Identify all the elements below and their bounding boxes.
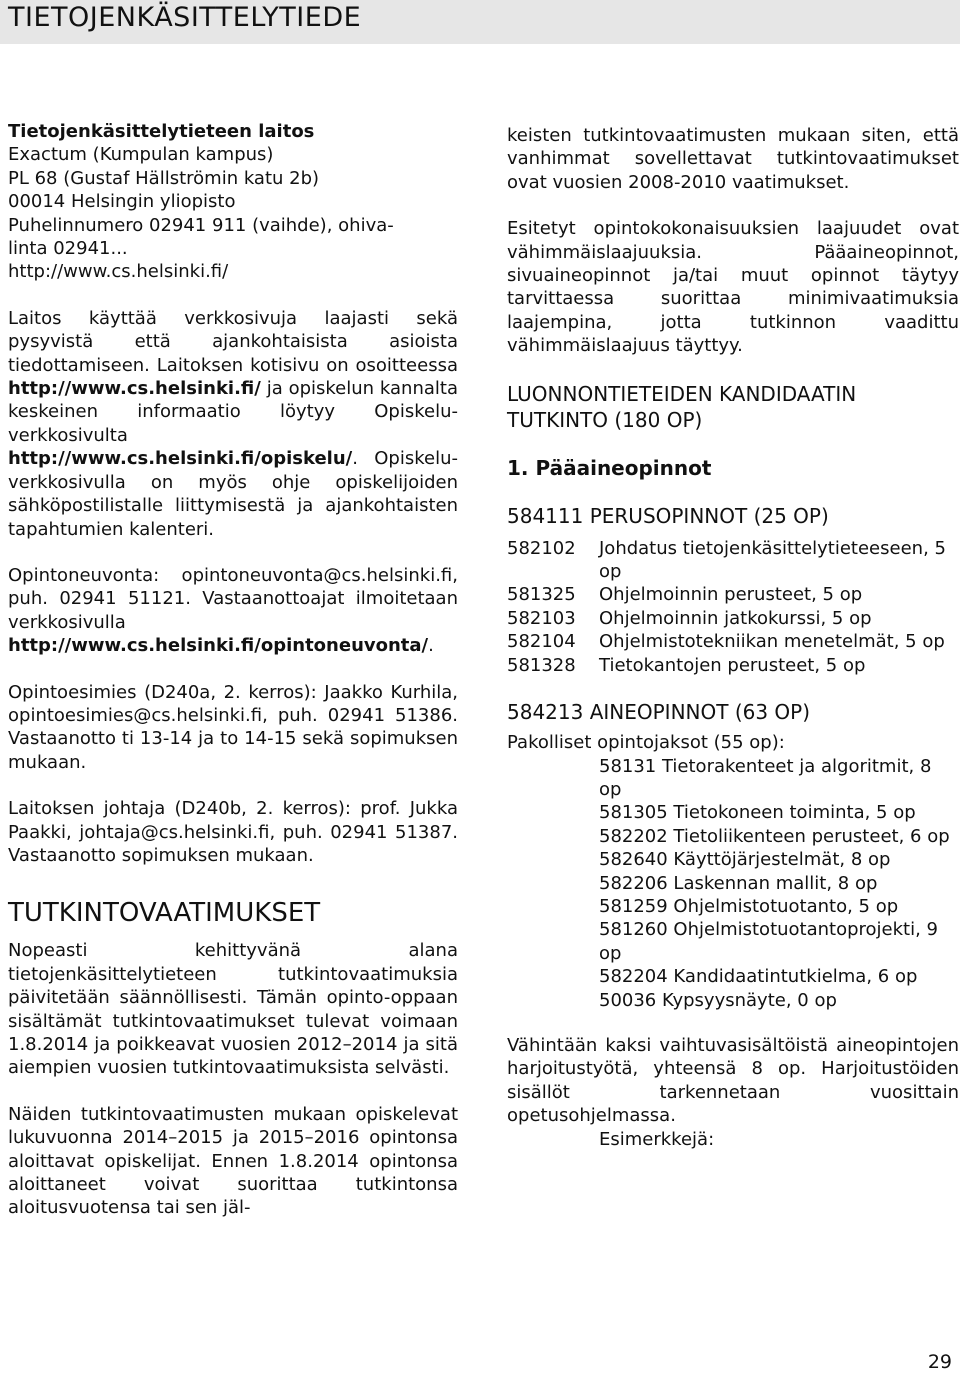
list-item: 581260 Ohjelmistotuotantoprojekti, 9 op <box>599 919 939 964</box>
web-end-text: . Opiskelu-verkkosivulla on myös ohje opiskelijoiden sähköpostilistalle liittymisestä ja ajankohtaisten tapahtumien kalenteri. <box>8 448 458 540</box>
list-item: 50036 Kypsyysnäyte, 0 op <box>599 989 837 1011</box>
web-mid-text: ja opiskelun kannalta keskeinen informaatio löytyy Opiskelu-verkkosivulta <box>8 378 458 446</box>
examples-label: Esimerkkejä: <box>599 1128 715 1150</box>
web-info-paragraph <box>8 307 458 541</box>
degree-title-line-2: TUTKINTO (180 OP) <box>507 407 703 432</box>
requirements-paragraph-1: Nopeasti kehittyvänä alana tietojenkäsittelytieteen tutkintovaatimuksia päivitetään säännöllisesti. Tämän opinto-oppaan sisältämät tutkintovaatimukset tulevat voimaan 1.8.2014 ja poikkeavat vuosien 2012–2014 ja sitä aiempien vuosien tutkintovaatimuksista selvästi. <box>8 940 458 1079</box>
page-section-title: TIETOJENKÄSITTELYTIEDE <box>8 2 362 33</box>
course-code: 581328 <box>507 654 576 676</box>
right-column <box>507 124 959 1151</box>
degree-title-line-1: LUONNONTIETEIDEN KANDIDAATIN <box>507 381 857 406</box>
course-code: 581325 <box>507 584 576 606</box>
department-title: Tietojenkäsittelytieteen laitos <box>8 121 315 142</box>
list-item: 581259 Ohjelmistotuotanto, 5 op <box>599 895 899 917</box>
study-page-link[interactable]: http://www.cs.helsinki.fi/opiskelu/ <box>8 448 353 470</box>
header-band <box>0 0 960 44</box>
major-studies-heading <box>507 455 959 481</box>
page-number: 29 <box>927 1351 952 1373</box>
basic-studies-heading: 584111 PERUSOPINNOT (25 OP) <box>507 503 829 528</box>
degree-requirements-heading: TUTKINTOVAATIMUKSET <box>8 898 321 929</box>
list-item: 581305 Tietokoneen toiminta, 5 op <box>599 802 916 824</box>
major-studies-title: 1. Pääaineopinnot <box>507 455 712 480</box>
course-name: Ohjelmoinnin perusteet, 5 op <box>599 584 863 606</box>
course-code: 582102 <box>507 537 576 559</box>
mandatory-courses-label: Pakolliset opintojaksot (55 op): <box>507 732 785 754</box>
course-name: Ohjelmistotekniikan menetelmät, 5 op <box>599 631 945 653</box>
elective-paragraph: Vähintään kaksi vaihtuvasisältöistä aineopintojen harjoitustyötä, yhteensä 8 op. Harjoitustöiden sisällöt tarkennetaan vuosittain opetusohjelmassa. <box>507 1034 959 1127</box>
course-name: Johdatus tietojenkäsittelytieteeseen, 5 op <box>599 537 946 583</box>
department-url[interactable]: http://www.cs.helsinki.fi/ <box>8 261 229 283</box>
course-code: 582104 <box>507 631 576 653</box>
list-item: 582202 Tietoliikenteen perusteet, 6 op <box>599 825 950 847</box>
address-line: Exactum (Kumpulan kampus) <box>8 144 274 166</box>
list-item: 582204 Kandidaatintutkielma, 6 op <box>599 966 918 988</box>
homepage-link[interactable]: http://www.cs.helsinki.fi/ <box>8 378 261 400</box>
requirements-paragraph-2: Näiden tutkintovaatimusten mukaan opiskelevat lukuvuonna 2014–2015 ja 2015–2016 opintonsa aloittavat opiskelijat. Ennen 1.8.2014 opintonsa aloittaneet voivat suorittaa tutkintonsa aloitusvuotensa tai sen jäl- <box>8 1103 458 1219</box>
list-item: 58131 Tietorakenteet ja algoritmit, 8 op <box>599 755 932 800</box>
course-name: Tietokantojen perusteet, 5 op <box>599 654 866 676</box>
address-line: 00014 Helsingin yliopisto <box>8 191 236 213</box>
basic-courses-table <box>507 537 959 677</box>
table-row <box>507 630 959 653</box>
mandatory-courses-list <box>507 755 959 1012</box>
department-block <box>8 120 458 284</box>
left-column <box>8 120 458 1220</box>
continuation-paragraph: keisten tutkintovaatimusten mukaan siten, että vanhimmat sovellettavat tutkintovaatimukset ovat vuosien 2008-2010 vaatimukset. <box>507 125 959 193</box>
course-name: Ohjelmoinnin jatkokurssi, 5 op <box>599 607 872 629</box>
table-row <box>507 583 959 606</box>
scope-paragraph: Esitetyt opintokokonaisuuksien laajuudet ovat vähimmäislaajuuksia. Pääaineopinnot, sivuaineopinnot ja/tai muut opinnot täytyy tarvittaessa suorittaa minimivaatimuksia laajempina, jotta tutkinnon vaadittu vähimmäislaajuus täyttyy. <box>507 218 959 357</box>
department-head-paragraph: Laitoksen johtaja (D240b, 2. kerros): prof. Jukka Paakki, johtaja@cs.helsinki.fi, puh. 02941 51387. Vastaanotto sopimuksen mukaan. <box>8 798 458 866</box>
address-line: linta 02941... <box>8 238 128 260</box>
list-item: 582640 Käyttöjärjestelmät, 8 op <box>599 849 891 871</box>
course-code: 582103 <box>507 607 576 629</box>
advisor-paragraph: Opintoesimies (D240a, 2. kerros): Jaakko Kurhila, opintoesimies@cs.helsinki.fi, puh. 02941 51386. Vastaanotto ti 13-14 ja to 14-15 sekä sopimuksen mukaan. <box>8 681 458 773</box>
intermediate-studies-heading: 584213 AINEOPINNOT (63 OP) <box>507 700 811 725</box>
advising-paragraph <box>8 564 458 658</box>
advising-text: Opintoneuvonta: opintoneuvonta@cs.helsinki.fi, puh. 02941 51121. Vastaanottoajat ilmoitetaan verkkosivulla <box>8 564 458 633</box>
table-row <box>507 654 959 677</box>
table-row <box>507 607 959 630</box>
address-line: Puhelinnumero 02941 911 (vaihde), ohiva- <box>8 214 394 236</box>
table-row <box>507 537 959 584</box>
advising-link[interactable]: http://www.cs.helsinki.fi/opintoneuvonta/ <box>8 635 429 657</box>
advising-end: . <box>428 635 434 657</box>
address-line: PL 68 (Gustaf Hällströmin katu 2b) <box>8 167 320 189</box>
list-item: 582206 Laskennan mallit, 8 op <box>599 872 878 894</box>
web-intro-text: Laitos käyttää verkkosivuja laajasti sekä pysyvistä että ajankohtaisista asioista tiedottamiseen. Laitoksen kotisivu on osoitteessa <box>8 307 458 376</box>
